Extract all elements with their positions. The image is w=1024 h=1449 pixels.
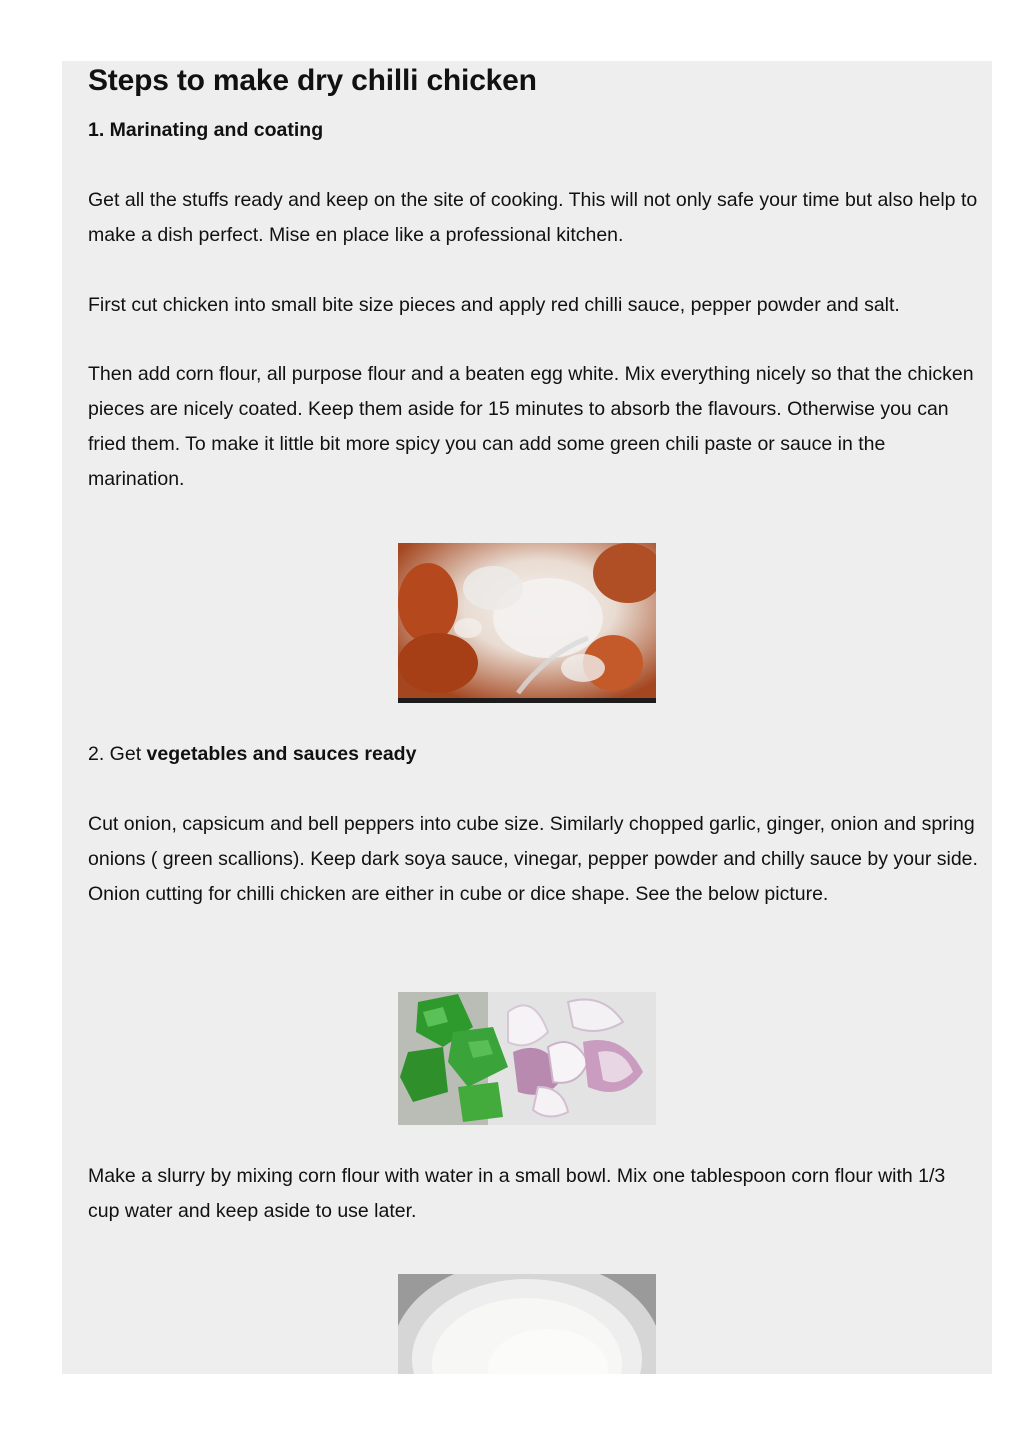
step-1-title: 1. Marinating and coating <box>88 119 324 141</box>
step-2-heading <box>88 743 416 766</box>
step-2-prefix: 2. Get <box>88 743 147 765</box>
paragraph-cornflour-slurry: Make a slurry by mixing corn flour with water in a small bowl. Mix one tablespoon corn flour with 1/3 cup water and keep aside to use later. <box>88 1165 946 1222</box>
page-title: Steps to make dry chilli chicken <box>88 64 537 97</box>
step-1-heading <box>88 119 323 142</box>
paragraph-cut-vegetables: Cut onion, capsicum and bell peppers into cube size. Similarly chopped garlic, ginger, onion and spring onions ( green scallions). Keep dark soya sauce, vinegar, pepper powder and chilly sauce by your side. Onion cutting for chilli chicken are either in cube or dice shape. See the below picture. <box>88 813 978 905</box>
marinated-chicken-photo <box>398 543 656 703</box>
step-2-title: vegetables and sauces ready <box>146 743 417 765</box>
paragraph-coating: Then add corn flour, all purpose flour and a beaten egg white. Mix everything nicely so that the chicken pieces are nicely coated. Keep them aside for 15 minutes to absorb the flavours. Otherwise you can fried them. To make it little bit more spicy you can add some green chili paste or sauce in the marination. <box>88 363 974 490</box>
cornflour-slurry-photo <box>398 1274 656 1374</box>
onion-capsicum-photo <box>398 992 656 1125</box>
paragraph-mise-en-place: Get all the stuffs ready and keep on the site of cooking. This will not only safe your time but also help to make a dish perfect. Mise en place like a professional kitchen. <box>88 189 978 246</box>
article-panel <box>62 61 992 1374</box>
paragraph-cut-chicken: First cut chicken into small bite size pieces and apply red chilli sauce, pepper powder and salt. <box>88 294 900 316</box>
